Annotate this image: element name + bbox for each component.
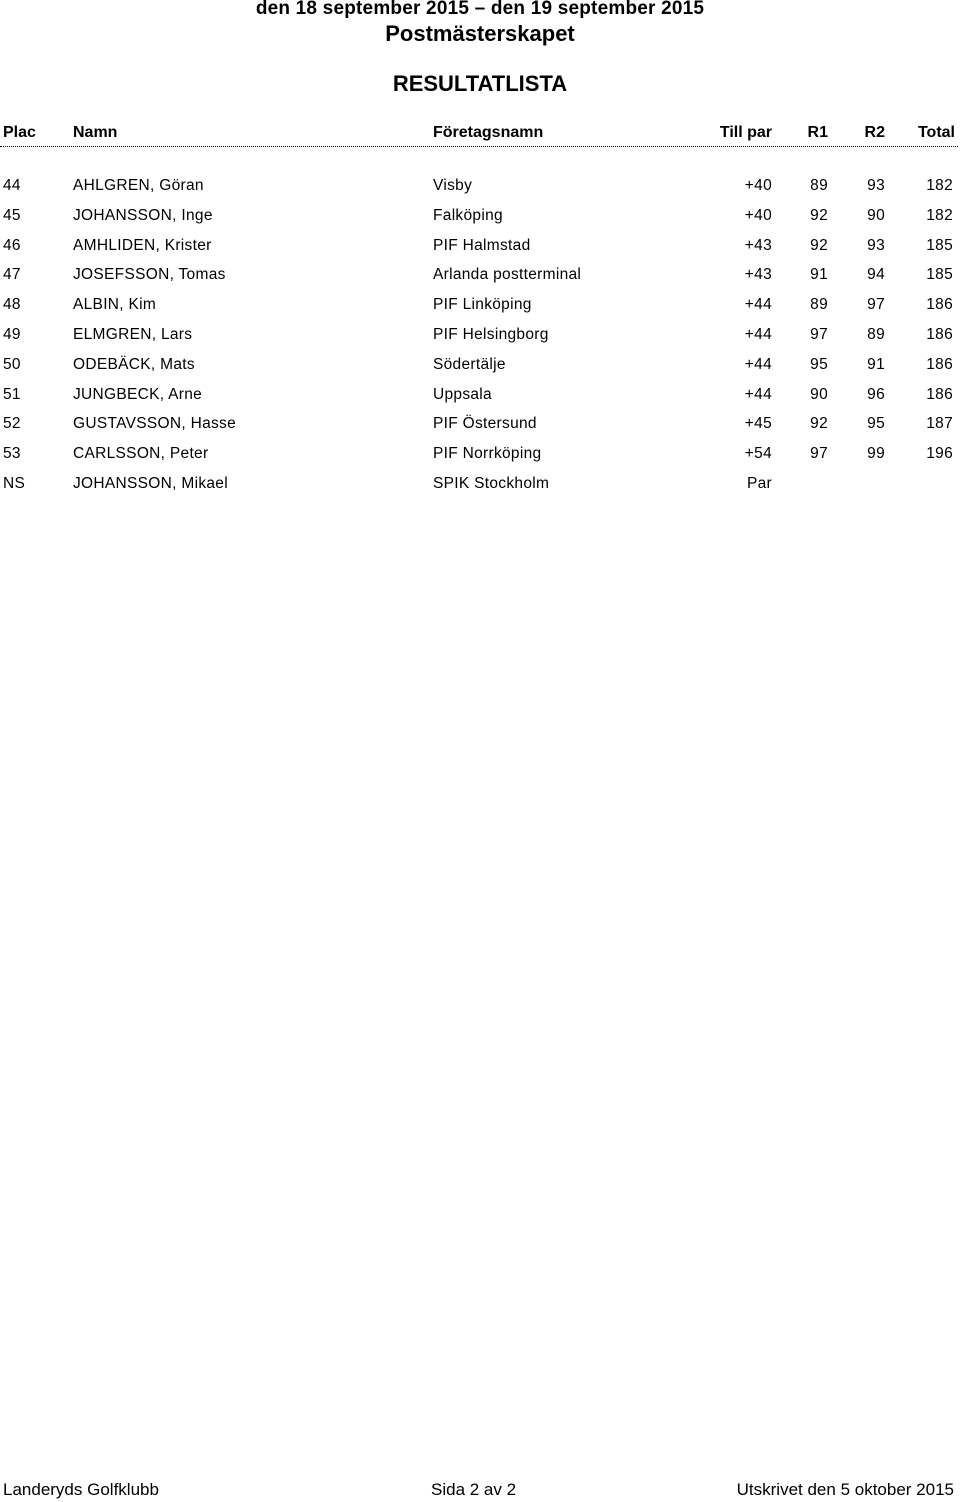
cell-r2: 93 xyxy=(867,236,885,254)
cell-till-par: +44 xyxy=(744,296,772,314)
cell-plac: 52 xyxy=(3,415,21,433)
column-header-r2: R2 xyxy=(864,124,885,141)
cell-total: 186 xyxy=(926,355,953,373)
cell-r2: 91 xyxy=(867,355,885,373)
table-row xyxy=(0,266,958,288)
cell-r1: 92 xyxy=(810,236,828,254)
table-row xyxy=(0,356,958,378)
cell-plac: 53 xyxy=(3,445,21,463)
cell-total: 182 xyxy=(926,177,953,194)
cell-foretagsnamn: Södertälje xyxy=(433,355,506,373)
cell-namn: CARLSSON, Peter xyxy=(73,445,209,463)
cell-r1: 92 xyxy=(810,415,828,433)
cell-r1: 95 xyxy=(810,355,828,373)
cell-r1: 97 xyxy=(810,445,828,463)
cell-till-par: +44 xyxy=(744,326,772,343)
cell-plac: 47 xyxy=(3,266,21,284)
column-header-total: Total xyxy=(917,124,955,141)
cell-total: 182 xyxy=(926,206,953,224)
footer-printed-date: Utskrivet den 5 oktober 2015 xyxy=(736,1480,954,1499)
column-header-r1: R1 xyxy=(807,124,828,141)
column-header-foretagsnamn: Företagsnamn xyxy=(433,124,544,141)
footer-page-number: Sida 2 av 2 xyxy=(431,1480,517,1499)
date-range: den 18 september 2015 – den 19 september 2015 xyxy=(255,0,705,19)
cell-namn: ELMGREN, Lars xyxy=(73,326,193,343)
cell-r1: 92 xyxy=(810,206,828,224)
cell-r1: 89 xyxy=(810,177,828,194)
cell-r1: 97 xyxy=(810,326,828,343)
cell-namn: GUSTAVSSON, Hasse xyxy=(73,415,237,433)
cell-r1: 90 xyxy=(810,385,828,403)
cell-till-par: +40 xyxy=(744,206,772,224)
cell-total: 186 xyxy=(926,385,953,403)
table-row xyxy=(0,207,958,229)
table-header xyxy=(0,124,958,147)
cell-till-par: +45 xyxy=(744,415,772,433)
footer-club: Landeryds Golfklubb xyxy=(3,1480,159,1499)
page-title: RESULTATLISTA xyxy=(392,71,568,96)
cell-plac: 46 xyxy=(3,236,21,254)
table-row xyxy=(0,177,958,199)
cell-r2: 97 xyxy=(867,296,885,314)
cell-namn: ODEBÄCK, Mats xyxy=(73,355,195,373)
cell-r2: 89 xyxy=(867,326,885,343)
cell-namn: JOHANSSON, Mikael xyxy=(73,475,228,492)
table-row xyxy=(0,296,958,318)
cell-till-par: +43 xyxy=(744,266,772,284)
cell-r2: 96 xyxy=(867,385,885,403)
cell-r2: 90 xyxy=(867,206,885,224)
table-row xyxy=(0,237,958,259)
cell-r2: 93 xyxy=(867,177,885,194)
cell-namn: AMHLIDEN, Krister xyxy=(73,236,212,254)
cell-foretagsnamn: Visby xyxy=(433,177,473,194)
cell-till-par: +40 xyxy=(744,177,772,194)
cell-plac: 45 xyxy=(3,206,21,224)
table-row xyxy=(0,386,958,408)
cell-till-par: +44 xyxy=(744,355,772,373)
cell-foretagsnamn: PIF Norrköping xyxy=(433,445,542,463)
cell-till-par: +44 xyxy=(744,385,772,403)
cell-namn: JOSEFSSON, Tomas xyxy=(73,266,226,284)
table-row xyxy=(0,445,958,467)
cell-till-par: Par xyxy=(746,475,772,492)
page-footer xyxy=(0,1480,958,1502)
table-row xyxy=(0,475,958,497)
cell-foretagsnamn: PIF Linköping xyxy=(433,296,532,314)
cell-total: 187 xyxy=(926,415,953,433)
cell-r2: 95 xyxy=(867,415,885,433)
cell-namn: JOHANSSON, Inge xyxy=(73,206,213,224)
cell-total: 185 xyxy=(926,266,953,284)
column-header-namn: Namn xyxy=(73,124,118,141)
cell-foretagsnamn: Uppsala xyxy=(433,385,492,403)
cell-namn: AHLGREN, Göran xyxy=(73,177,204,194)
cell-till-par: +43 xyxy=(744,236,772,254)
cell-foretagsnamn: Falköping xyxy=(433,206,503,224)
cell-total: 196 xyxy=(926,445,953,463)
cell-r2: 99 xyxy=(867,445,885,463)
cell-foretagsnamn: PIF Halmstad xyxy=(433,236,531,254)
cell-foretagsnamn: PIF Helsingborg xyxy=(433,326,549,343)
cell-total: 186 xyxy=(926,296,953,314)
cell-r2: 94 xyxy=(867,266,885,284)
cell-plac: 49 xyxy=(3,326,21,343)
cell-namn: ALBIN, Kim xyxy=(73,296,157,314)
cell-plac: 48 xyxy=(3,296,21,314)
cell-total: 186 xyxy=(926,326,953,343)
cell-foretagsnamn: PIF Östersund xyxy=(433,415,537,433)
column-header-plac: Plac xyxy=(3,124,36,141)
cell-till-par: +54 xyxy=(744,445,772,463)
cell-plac: NS xyxy=(3,475,26,492)
table-row xyxy=(0,326,958,348)
cell-plac: 51 xyxy=(3,385,21,403)
cell-foretagsnamn: Arlanda postterminal xyxy=(433,266,582,284)
cell-plac: 44 xyxy=(3,177,21,194)
cell-r1: 89 xyxy=(810,296,828,314)
cell-plac: 50 xyxy=(3,355,21,373)
column-header-till-par: Till par xyxy=(719,124,772,141)
cell-namn: JUNGBECK, Arne xyxy=(73,385,203,403)
event-title: Postmästerskapet xyxy=(385,21,575,46)
cell-r1: 91 xyxy=(810,266,828,284)
table-row xyxy=(0,415,958,437)
cell-total: 185 xyxy=(926,236,953,254)
cell-foretagsnamn: SPIK Stockholm xyxy=(433,475,550,492)
